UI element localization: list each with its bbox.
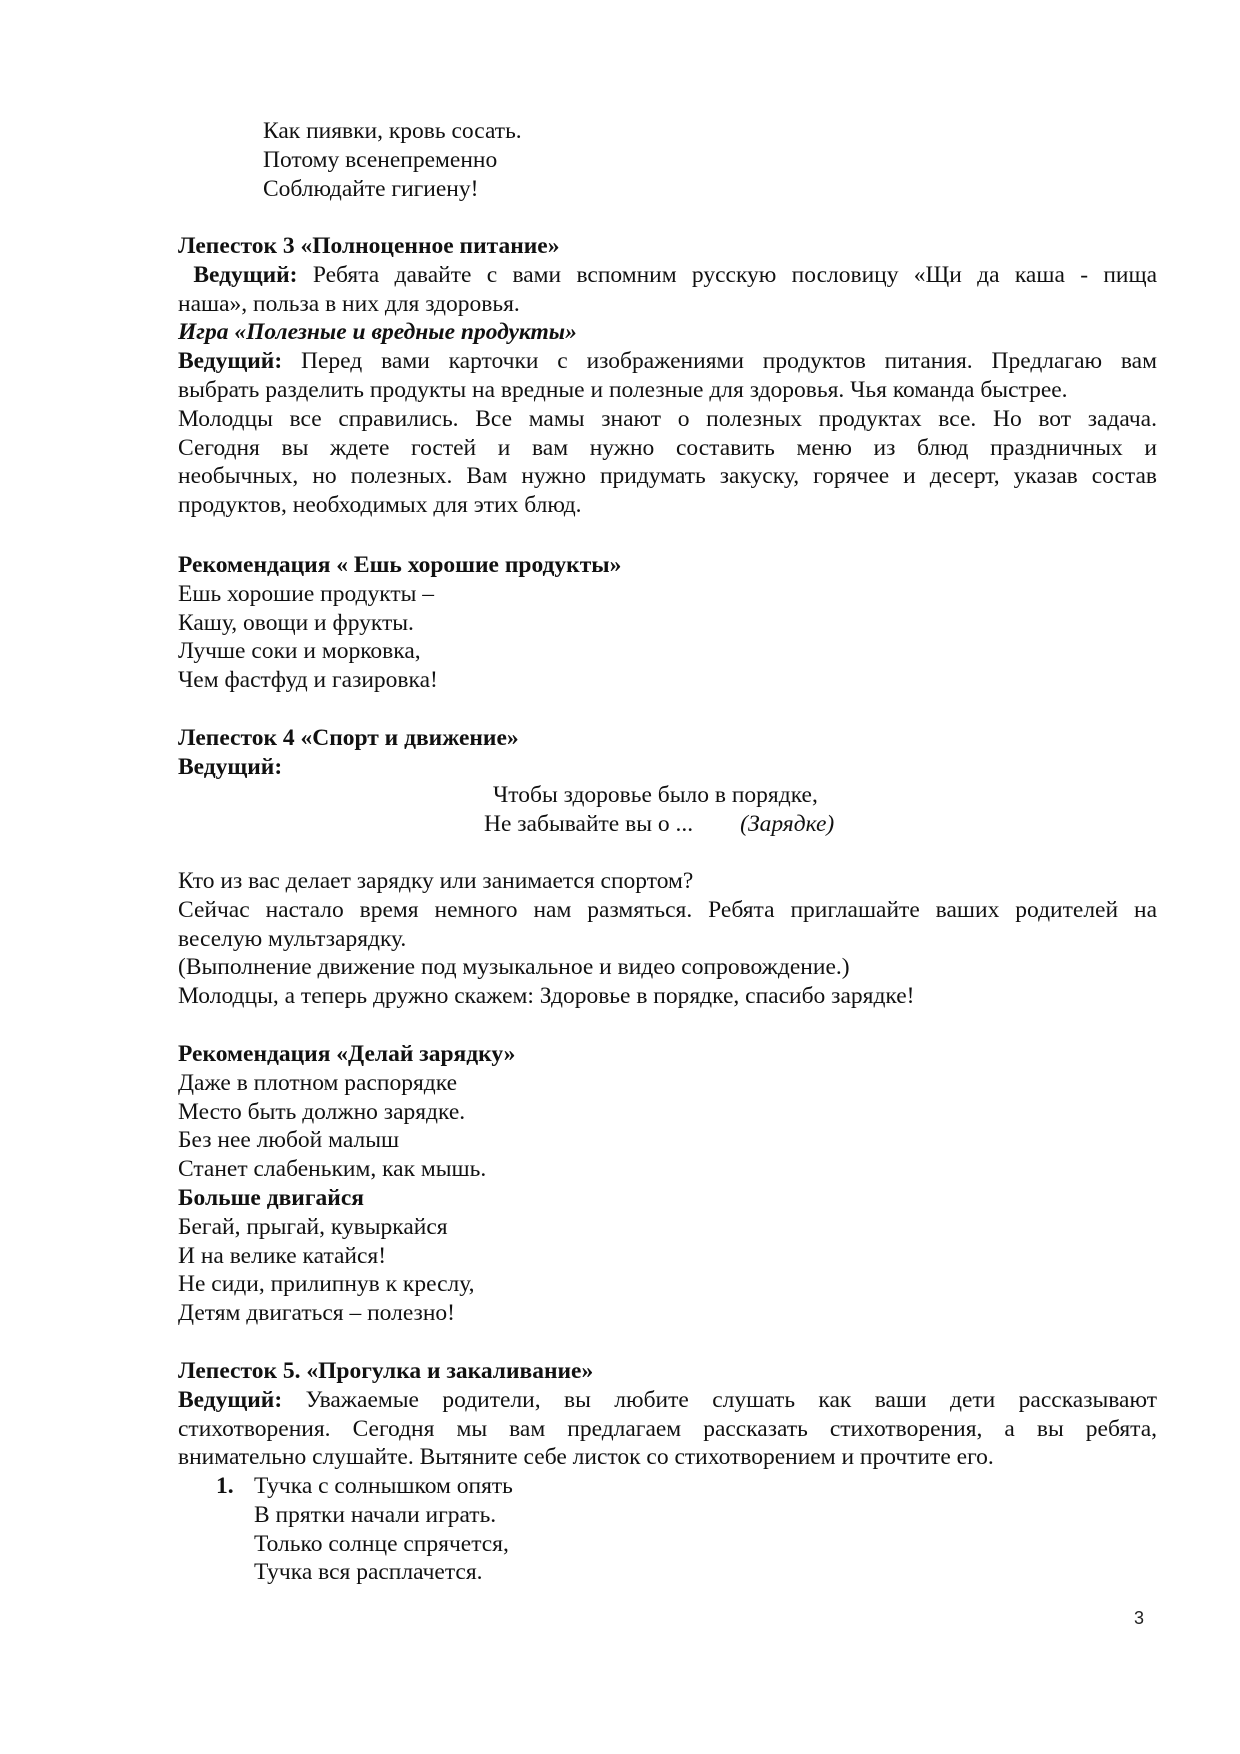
paragraph-line: Молодцы все справились. Все мамы знают о полезных продуктах все. Но вот задача. [178, 405, 1157, 432]
recommendation-1 [178, 551, 1157, 695]
paragraph-line: необычных, но полезных. Вам нужно придумать закуску, горячее и десерт, указав состав [178, 463, 1157, 490]
verse-line: Только солнце спрячется, [254, 1530, 509, 1557]
petal-4-title: Лепесток 4 «Спорт и движение» [178, 725, 519, 751]
paragraph-line: стихотворения. Сегодня мы вам предлагаем рассказать стихотворения, а вы ребята, [178, 1415, 1157, 1442]
verse-line: Не сиди, прилипнув к креслу, [178, 1271, 475, 1298]
recommendation-title: Рекомендация « Ешь хорошие продукты» [178, 552, 622, 578]
verse-line: Станет слабеньким, как мышь. [178, 1156, 487, 1183]
verse-line: Чем фастфуд и газировка! [178, 667, 438, 694]
poem-line: Как пиявки, кровь сосать. [263, 118, 522, 144]
numbered-poem [178, 1472, 1195, 1587]
game-title: Игра «Полезные и вредные продукты» [178, 319, 577, 346]
host-label: Ведущий: [193, 261, 298, 288]
poem-line: Соблюдайте гигиену! [263, 175, 479, 202]
paragraph-line: (Выполнение движение под музыкальное и видео сопровождение.) [178, 954, 850, 981]
list-number: 1. [216, 1473, 234, 1499]
petal-4-section [178, 724, 1157, 782]
paragraph-line: веселую мультзарядку. [178, 925, 407, 952]
verse-line: Место быть должно зарядке. [178, 1098, 466, 1125]
paragraph-line: выбрать разделить продукты на вредные и полезные для здоровья. Чья команда быстрее. [178, 376, 1068, 403]
page-number: 3 [1134, 1608, 1145, 1628]
petal-3-section [178, 232, 1157, 520]
paragraph-line: Ведущий: Перед вами карточки с изображениями продуктов питания. Предлагаю вам [178, 348, 1157, 375]
verse-line: Лучше соки и морковка, [178, 638, 421, 665]
intro-poem [178, 117, 1240, 203]
list-item: 1. Тучка с солнышком опять [216, 1473, 513, 1499]
recommendation-title: Рекомендация «Делай зарядку» [178, 1041, 516, 1067]
verse-line: И на велике катайся! [178, 1242, 387, 1269]
paragraph-line: Кто из вас делает зарядку или занимается спортом? [178, 868, 694, 894]
paragraph-line: наша», польза в них для здоровья. [178, 290, 520, 317]
riddle-line: Чтобы здоровье было в порядке, [493, 782, 818, 808]
paragraph-line: продуктов, необходимых для этих блюд. [178, 492, 582, 519]
petal-5-section [178, 1357, 1157, 1472]
paragraph-line: Сегодня вы ждете гостей и вам нужно составить меню из блюд праздничных и [178, 434, 1157, 461]
verse-line: Бегай, прыгай, кувыркайся [178, 1213, 448, 1240]
verse-line: Детям двигаться – полезно! [178, 1300, 455, 1327]
recommendation-subtitle: Больше двигайся [178, 1184, 364, 1211]
paragraph-line: Ведущий: Ребята давайте с вами вспомним русскую пословицу «Щи да каша - пища [193, 261, 1158, 288]
riddle-poem [484, 781, 834, 839]
riddle-line: Не забывайте вы о ... (Зарядке) [484, 810, 835, 837]
verse-line: В прятки начали играть. [254, 1501, 497, 1528]
paragraph-line: внимательно слушайте. Вытяните себе листок со стихотворением и прочтите его. [178, 1444, 994, 1471]
petal-3-title: Лепесток 3 «Полноценное питание» [178, 233, 560, 259]
verse-line: Тучка вся расплачется. [254, 1559, 483, 1586]
paragraph-line: Ведущий: Уважаемые родители, вы любите слушать как ваши дети рассказывают [178, 1386, 1157, 1413]
recommendation-2 [178, 1040, 1157, 1328]
verse-line: Ешь хорошие продукты – [178, 580, 435, 607]
petal-5-title: Лепесток 5. «Прогулка и закаливание» [178, 1358, 594, 1384]
host-label: Ведущий: [178, 1386, 283, 1413]
host-label: Ведущий: [178, 753, 283, 780]
poem-line: Потому всенепременно [263, 146, 498, 173]
host-label: Ведущий: [178, 348, 283, 375]
verse-line: Даже в плотном распорядке [178, 1069, 458, 1096]
verse-line: Кашу, овощи и фрукты. [178, 609, 414, 636]
petal-4-text [178, 867, 1157, 1011]
riddle-answer: (Зарядке) [740, 810, 835, 837]
paragraph-line: Молодцы, а теперь дружно скажем: Здоровье в порядке, спасибо зарядке! [178, 983, 915, 1010]
paragraph-line: Сейчас настало время немного нам размяться. Ребята приглашайте ваших родителей на [178, 896, 1157, 923]
verse-line: Без нее любой малыш [178, 1127, 400, 1154]
